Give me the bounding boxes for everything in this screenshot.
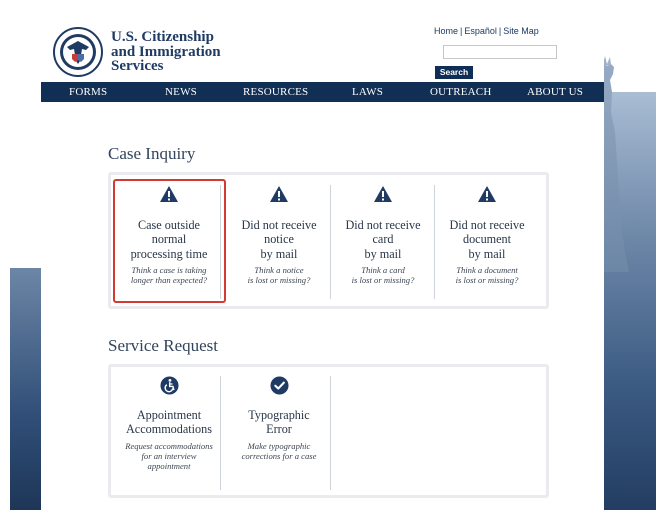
agency-name-line-1: U.S. Citizenship [111, 29, 214, 45]
checkmark-icon [270, 376, 289, 395]
tile-description-line: Make typographic [247, 440, 311, 451]
utility-links [434, 26, 539, 36]
espanol-link[interactable]: Español [464, 26, 497, 36]
case-inquiry-heading: Case Inquiry [108, 144, 196, 163]
nav-outreach[interactable]: OUTREACH [430, 86, 492, 98]
tile-title-line: card [372, 232, 394, 247]
main-nav [41, 82, 604, 102]
tile-card-not-received[interactable] [332, 185, 435, 299]
tile-title-line: Did not receive [241, 218, 317, 232]
tile-title-line: Case outside [138, 218, 200, 232]
page-container [41, 0, 604, 516]
tile-title-line: Did not receive [345, 218, 421, 232]
separator: | [498, 26, 502, 36]
agency-name[interactable] [111, 30, 221, 74]
warning-icon [269, 185, 289, 203]
site-map-link[interactable]: Site Map [503, 26, 539, 36]
service-request-heading: Service Request [108, 336, 218, 355]
tile-description-line: corrections for a case [241, 450, 317, 461]
tile-title-line: Error [266, 422, 292, 437]
tile-typographic-error[interactable] [228, 376, 331, 490]
nav-about-us[interactable]: ABOUT US [527, 86, 584, 98]
tile-title-line: by mail [468, 246, 506, 261]
tile-description-line: is lost or missing? [455, 274, 519, 285]
tile-description-line: Think a case is taking [131, 264, 207, 275]
dhs-seal-logo[interactable] [53, 27, 103, 77]
nav-resources[interactable]: RESOURCES [243, 86, 309, 98]
tile-title-line: Did not receive [449, 218, 525, 232]
tile-title-line: by mail [364, 246, 402, 261]
tile-description-line: appointment [147, 460, 191, 471]
tile-notice-not-received[interactable] [228, 185, 331, 299]
warning-icon [477, 185, 497, 203]
tile-description-line: is lost or missing? [247, 274, 311, 285]
tile-title-line: Appointment [136, 408, 202, 422]
tile-appointment-accommodations[interactable] [118, 376, 221, 490]
left-backdrop [10, 268, 41, 510]
tile-description-line: is lost or missing? [351, 274, 415, 285]
selected-tile-highlight [113, 179, 226, 303]
tile-title-line: notice [264, 232, 294, 247]
tile-description-line: Think a document [456, 264, 518, 275]
tile-description-line: Think a notice [254, 264, 304, 275]
nav-forms[interactable]: FORMS [69, 86, 108, 98]
tile-description-line: for an interview [141, 450, 197, 461]
agency-name-line-3: Services [111, 58, 164, 74]
warning-icon [373, 185, 393, 203]
tile-title-line: Accommodations [126, 422, 212, 437]
tile-description-line: longer than expected? [130, 274, 208, 285]
tile-title-line: processing time [130, 246, 208, 261]
agency-name-line-2: and Immigration [111, 43, 221, 60]
nav-news[interactable]: NEWS [165, 86, 197, 98]
tile-title-line: by mail [260, 246, 298, 261]
service-request-card [108, 364, 549, 498]
tile-title-line: Typographic [248, 408, 310, 422]
tile-title-line: document [462, 232, 512, 247]
separator: | [460, 26, 463, 36]
accessibility-icon [160, 376, 179, 395]
tile-document-not-received[interactable] [436, 185, 538, 299]
tile-description-line: Think a card [361, 264, 405, 275]
tile-description-line: Request accommodations [125, 440, 213, 451]
tile-title-line: normal [151, 232, 187, 247]
home-link[interactable]: Home [434, 26, 459, 36]
search-input[interactable] [443, 45, 557, 59]
nav-laws[interactable]: LAWS [352, 86, 384, 98]
search-button[interactable]: Search [435, 66, 473, 79]
